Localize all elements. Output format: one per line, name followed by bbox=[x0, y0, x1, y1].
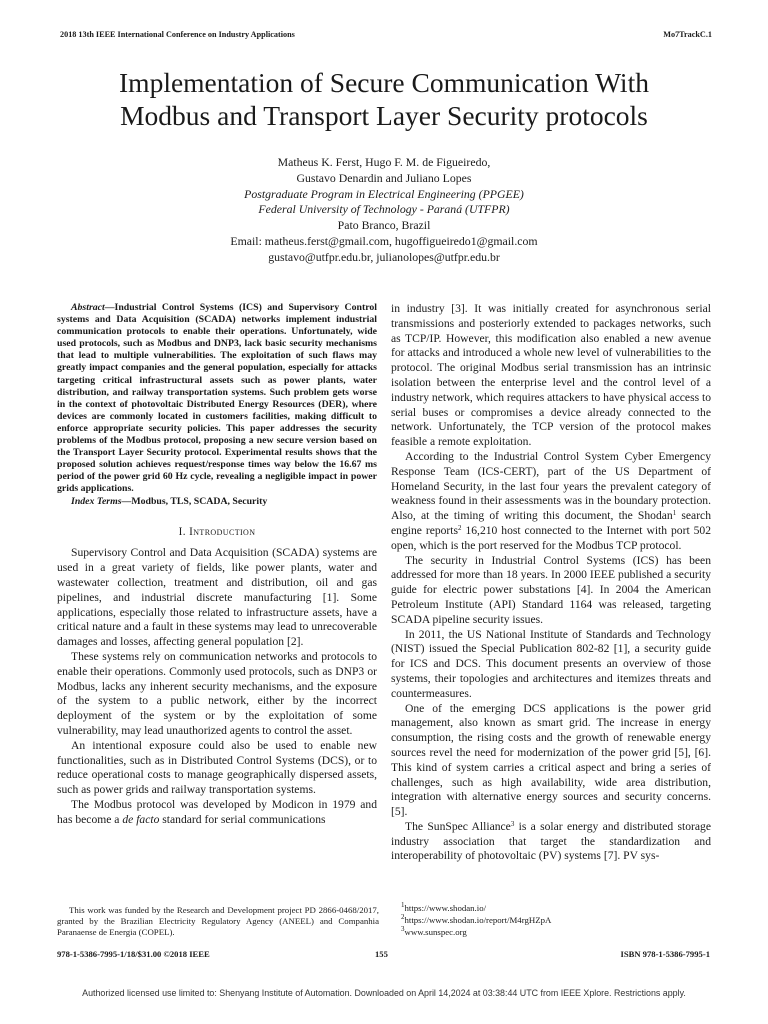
text-run: The Modbus protocol was developed by Modicon in 1979 and has become a bbox=[57, 797, 377, 826]
footnote-number: 2 bbox=[401, 912, 405, 921]
emphasis-de-facto: de facto bbox=[122, 812, 160, 826]
body-paragraph: Supervisory Control and Data Acquisition (SCADA) systems are used in a great variety of fields, like power plants, water and wastewater collection, treatment and distribution, oil and gas pipelines, and industrial discrete manufacturing [1]. Some applications, especially those related to infrastructure assets, have a critical nature and a fault in these systems may lead to unrecoverable damages and losses, affecting general population [2]. bbox=[57, 546, 377, 649]
abstract-text: —Industrial Control Systems (ICS) and Supervisory Control systems and Data Acquisition (SCADA) networks implement industrial communication protocols to enable their operations. Unfortunately, wide used protocols, such as Modbus and DNP3, lack basic security mechanisms that lead to multiple vulnerabilities. The exploitation of such flaws may greatly impact companies and the general population, especially for attacks targeting critical infrastructural assets such as power plants, water distribution, and railway transportation systems. Such problem gets worse in the context of photovoltaic Distributed Energy Resources (DER), where devices are commonly located in customers facilities, making difficult to enforce appropriate security policies. This paper addresses the security problems of the Modbus protocol, proposing a new secure version based on the Transport Layer Security protocol. Experimental results shows that the proposed solution achieves request/response times way below the 16.67 ms period of the power grid 60 Hz cycle, revealing a negligible impact in power grids applications. bbox=[57, 302, 377, 495]
text-run: According to the Industrial Control System Cyber Emergency Response Team (ICS-CERT), part of the US Department of Homeland Security, in the last four years the prevalent category of weakness found in their assessments was in the boundary protection. Also, at the timing of writing this document, the Shodan bbox=[391, 449, 711, 523]
body-paragraph-modbus bbox=[57, 798, 377, 828]
paper-title-line-1: Implementation of Secure Communication With bbox=[119, 67, 649, 98]
text-run: search engine reports bbox=[391, 509, 711, 537]
author-emails-line-1: Email: matheus.ferst@gmail.com, hugoffigueiredo1@gmail.com bbox=[230, 233, 538, 248]
footnotes bbox=[401, 903, 711, 938]
footer-isbn: ISBN 978-1-5386-7995-1 bbox=[620, 949, 710, 959]
right-column bbox=[391, 302, 711, 864]
body-paragraph-sunspec bbox=[391, 820, 711, 864]
section-title: Introduction bbox=[189, 525, 256, 538]
section-heading-introduction bbox=[57, 525, 377, 540]
running-header-conference: 2018 13th IEEE International Conference on Industry Applications bbox=[60, 30, 295, 39]
page-number: 155 bbox=[375, 949, 388, 959]
footnote-url-link[interactable]: www.sunspec.org bbox=[404, 926, 467, 937]
footer-copyright: 978-1-5386-7995-1/18/$31.00 ©2018 IEEE bbox=[57, 949, 210, 959]
footnote-mark: 3 bbox=[510, 819, 515, 828]
author-emails-line-2: gustavo@utfpr.edu.br, julianolopes@utfpr.edu.br bbox=[268, 249, 500, 264]
section-numeral: I. bbox=[178, 525, 190, 538]
license-notice: Authorized licensed use limited to: Shenyang Institute of Automation. Downloaded on April 14,2024 at 03:38:44 UTC from IEEE Xplore. Restrictions apply. bbox=[82, 988, 686, 998]
body-paragraph: These systems rely on communication networks and protocols to enable their operations. Commonly used protocols, such as DNP3 or Modbus, lacks any inherent security mechanisms, and the exposure of the system to a public network, either by the incorrect deployment of the system or by the exploitation of some vulnerability, may lead unauthorized agents to control the asset. bbox=[57, 649, 377, 737]
footnote-item bbox=[401, 924, 711, 939]
footnote-url-link[interactable]: https://www.shodan.io/report/M4rgHZpA bbox=[404, 914, 552, 925]
body-paragraph-continued: in industry [3]. It was initially created for asynchronous serial transmissions and posteriorly extended to packages networks, such as TCP/IP. However, this modification also enabled a new avenue for attacks and introduced a whole new level of vulnerabilities to the protocol. The original Modbus serial transmission has an intrinsic isolation between the enterprise level and the control level of a industry network, which requires attackers to have physical access to serial buses or compromises a device already connected to the network. Unfortunately, the TCP version of the protocol makes feasible a remote exploitation. bbox=[391, 302, 712, 449]
author-affiliation-university: Federal University of Technology - Paraná (UTFPR) bbox=[258, 202, 510, 217]
text-run: standard for serial communications bbox=[159, 812, 326, 826]
text-run: is a solar energy and distributed storage industry association that target the standardization and interoperability of photovoltaic (PV) systems [7]. PV sys- bbox=[391, 819, 711, 863]
body-paragraph: In 2011, the US National Institute of Standards and Technology (NIST) issued the Special Publication 802-82 [1], a security guide for ICS and DCS. This document presents an overview of those systems, their topologies and architectures and itemizes threats and countermeasures. bbox=[391, 627, 711, 700]
body-paragraph: An intentional exposure could also be used to enable new functionalities, such as in Distributed Control Systems (DCS), or to reduce operational costs to manage geographically dispersed assets, such as power grids and railway transportation systems. bbox=[57, 738, 377, 797]
body-paragraph: The security in Industrial Control Systems (ICS) has been addressed for more than 18 years. In 2000 IEEE published a security guide for electric power substations [4]. In 2004 the American Petroleum Institute (API) Standard 1164 was released, targeting SCADA pipeline security issues. bbox=[391, 553, 711, 626]
running-header-track-id: Mo7TrackC.1 bbox=[663, 30, 712, 39]
footnote-number: 3 bbox=[401, 924, 405, 933]
funding-footnote: This work was funded by the Research and Development project PD 2866-0468/2017, granted by the Brazilian Electricity Regulatory Agency (ANEEL) and Companhia Paranaense de Energia (COPEL). bbox=[57, 905, 379, 937]
body-paragraph-ics-cert bbox=[391, 450, 711, 554]
text-run: 16,210 host connected to the Internet with port 502 open, which is the port reserved for the Modbus TCP protocol. bbox=[391, 523, 711, 552]
author-location: Pato Branco, Brazil bbox=[337, 218, 431, 233]
footnote-item bbox=[401, 912, 711, 927]
abstract-label: Abstract bbox=[71, 302, 105, 313]
index-terms-text: —Modbus, TLS, SCADA, Security bbox=[121, 495, 268, 507]
author-block bbox=[40, 155, 728, 266]
author-affiliation-program: Postgraduate Program in Electrical Engineering (PPGEE) bbox=[244, 186, 524, 201]
paper-title-line-2: Modbus and Transport Layer Security protocols bbox=[120, 100, 648, 131]
body-paragraph: One of the emerging DCS applications is the power grid management, also known as smart grid. The increase in energy consumption, the rising costs and the growth of renewable energy sources revel the need for modernization of the power grid [5], [6]. This kind of system carries a critical aspect and bring a series of challenges, such as high availability, wide area distribution, integration with alternative energy sources and security concerns. [5]. bbox=[391, 701, 711, 819]
index-terms-label: Index Terms bbox=[71, 495, 122, 507]
footnote-url-link[interactable]: https://www.shodan.io/ bbox=[404, 903, 487, 913]
author-names-line-1: Matheus K. Ferst, Hugo F. M. de Figueiredo, bbox=[277, 155, 491, 169]
index-terms bbox=[57, 496, 377, 508]
author-names-line-2: Gustavo Denardin and Juliano Lopes bbox=[296, 170, 472, 185]
footnote-number: 1 bbox=[401, 901, 405, 909]
left-column bbox=[57, 302, 377, 828]
footnote-mark: 2 bbox=[458, 523, 462, 532]
text-run: The SunSpec Alliance bbox=[405, 819, 511, 833]
footnote-mark: 1 bbox=[672, 509, 677, 518]
paper-title bbox=[40, 66, 728, 132]
abstract bbox=[57, 302, 377, 496]
footnote-item bbox=[401, 903, 711, 915]
